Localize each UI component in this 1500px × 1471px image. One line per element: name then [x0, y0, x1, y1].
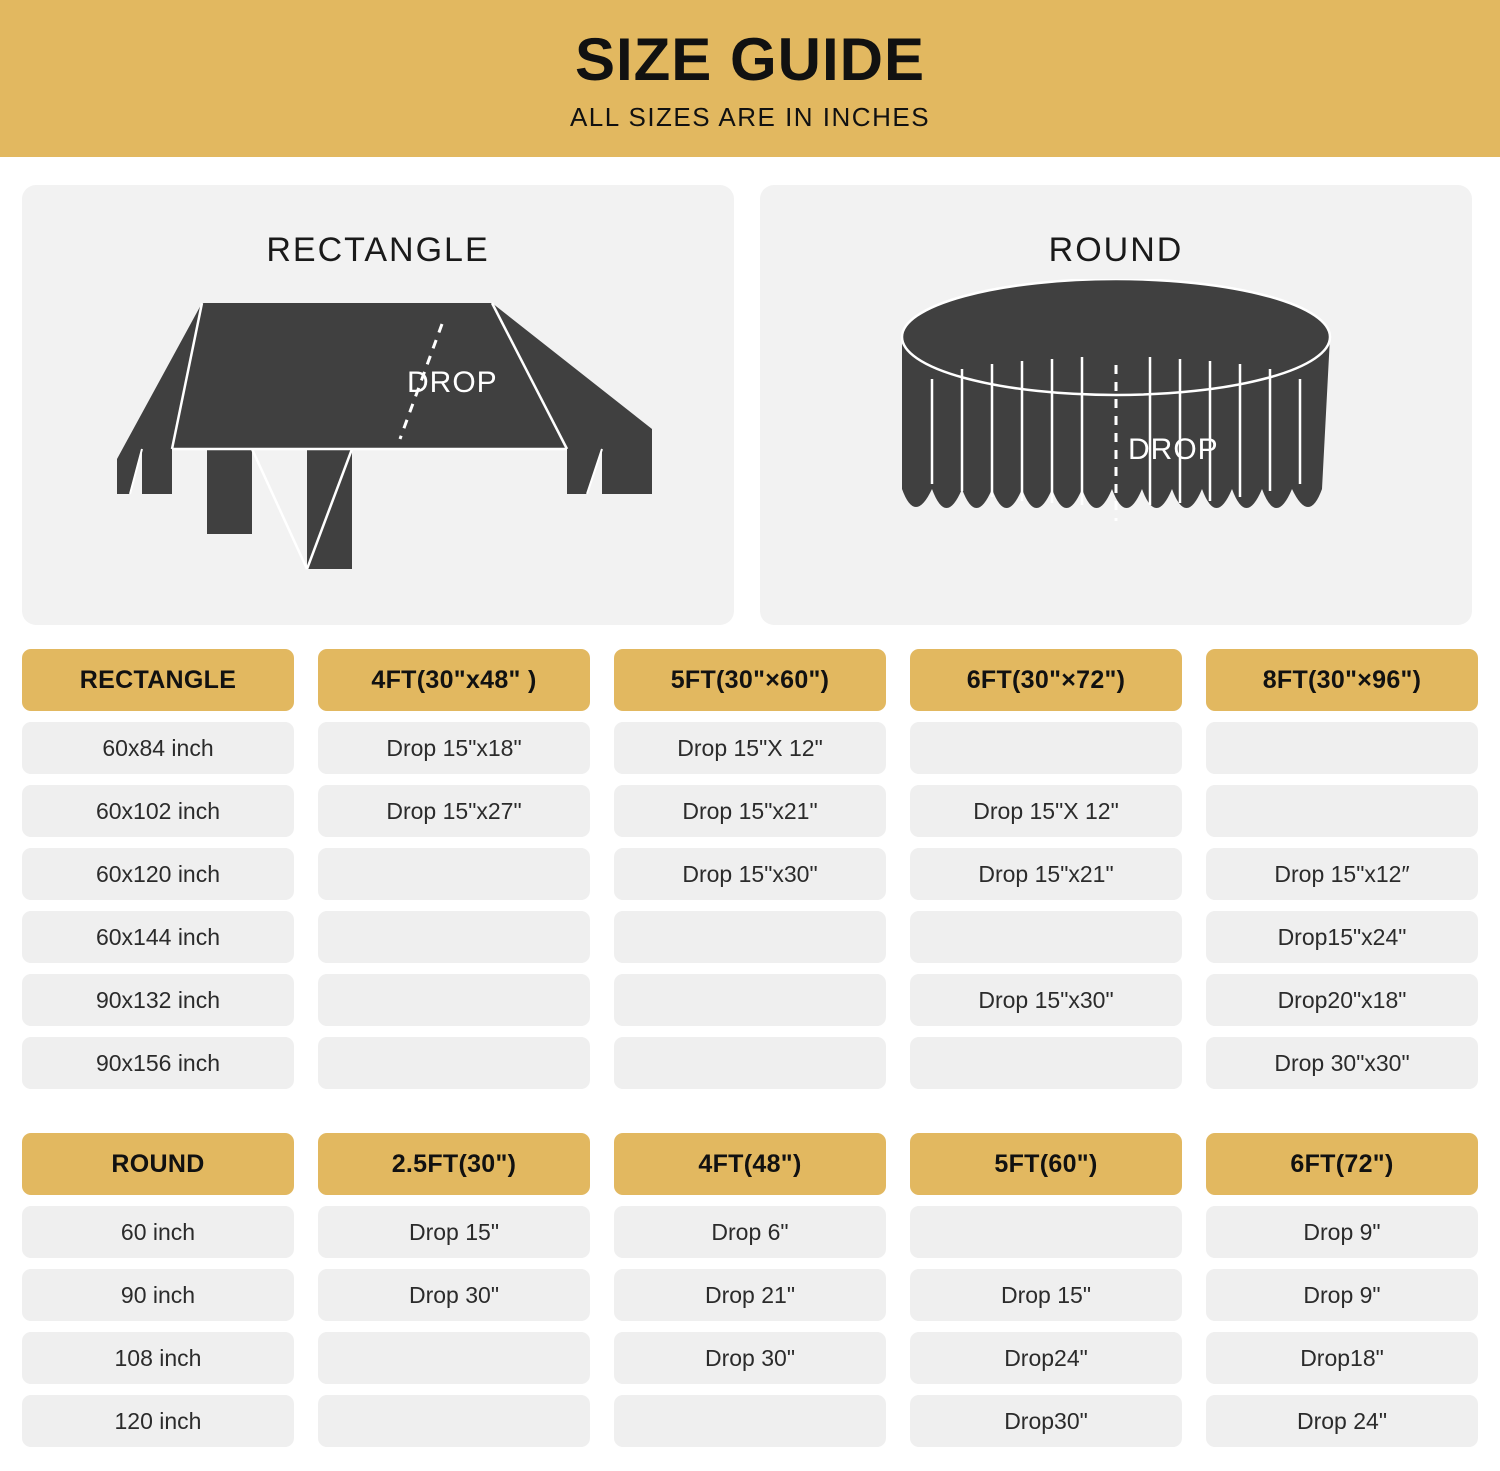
table-cell: Drop 15"x12″ [1206, 848, 1478, 900]
table-cell [318, 1395, 590, 1447]
table-cell [910, 1037, 1182, 1089]
table-cell: 60 inch [22, 1206, 294, 1258]
rectangle-tablecloth-icon [22, 279, 734, 619]
table-cell [614, 974, 886, 1026]
svg-text:DROP: DROP [1128, 433, 1219, 466]
rectangle-illustration-label: RECTANGLE [266, 231, 490, 269]
table-header-cell: 5FT(60") [910, 1133, 1182, 1195]
table-cell [614, 911, 886, 963]
table-cell [910, 1206, 1182, 1258]
table-cell: 60x102 inch [22, 785, 294, 837]
table-header-cell: 2.5FT(30") [318, 1133, 590, 1195]
table-cell: Drop 9" [1206, 1269, 1478, 1321]
rectangle-size-table [22, 649, 1478, 1089]
table-cell [910, 722, 1182, 774]
table-cell: 90x156 inch [22, 1037, 294, 1089]
round-size-table [22, 1133, 1478, 1447]
table-cell: Drop20"x18" [1206, 974, 1478, 1026]
table-header-cell: 8FT(30"×96") [1206, 649, 1478, 711]
table-cell: Drop18" [1206, 1332, 1478, 1384]
table-header-cell: 4FT(48") [614, 1133, 886, 1195]
table-cell: Drop 9" [1206, 1206, 1478, 1258]
table-cell: Drop 15" [910, 1269, 1182, 1321]
table-cell [614, 1037, 886, 1089]
table-cell: Drop 30"x30" [1206, 1037, 1478, 1089]
table-cell: 90 inch [22, 1269, 294, 1321]
table-cell: Drop15"x24" [1206, 911, 1478, 963]
svg-text:DROP: DROP [407, 366, 498, 399]
table-cell: 120 inch [22, 1395, 294, 1447]
table-header-cell: RECTANGLE [22, 649, 294, 711]
table-header-cell: ROUND [22, 1133, 294, 1195]
table-cell: 90x132 inch [22, 974, 294, 1026]
table-cell: Drop 24" [1206, 1395, 1478, 1447]
page-title: SIZE GUIDE [574, 26, 926, 93]
table-cell: 60x84 inch [22, 722, 294, 774]
round-illustration-card [760, 185, 1472, 625]
table-cell: Drop 15"x30" [910, 974, 1182, 1026]
header-banner [0, 0, 1500, 157]
size-tables [0, 625, 1500, 1447]
table-cell: Drop 15"X 12" [910, 785, 1182, 837]
table-cell [318, 1037, 590, 1089]
round-illustration-label: ROUND [1048, 231, 1184, 269]
table-cell: 60x120 inch [22, 848, 294, 900]
illustration-row [0, 157, 1500, 625]
table-cell: 108 inch [22, 1332, 294, 1384]
table-cell: Drop 15"x27" [318, 785, 590, 837]
table-cell [318, 848, 590, 900]
table-cell: Drop 6" [614, 1206, 886, 1258]
table-cell: Drop 30" [318, 1269, 590, 1321]
rectangle-illustration-card [22, 185, 734, 625]
table-cell: Drop 15"x18" [318, 722, 590, 774]
table-cell: 60x144 inch [22, 911, 294, 963]
table-cell: Drop24" [910, 1332, 1182, 1384]
table-cell [318, 974, 590, 1026]
table-cell: Drop 15"x30" [614, 848, 886, 900]
table-cell [910, 911, 1182, 963]
table-cell [318, 911, 590, 963]
table-cell [614, 1395, 886, 1447]
table-cell: Drop 30" [614, 1332, 886, 1384]
table-cell: Drop 15" [318, 1206, 590, 1258]
table-cell: Drop30" [910, 1395, 1182, 1447]
table-header-cell: 4FT(30"x48" ) [318, 649, 590, 711]
table-cell: Drop 15"X 12" [614, 722, 886, 774]
table-cell: Drop 15"x21" [910, 848, 1182, 900]
table-cell [1206, 722, 1478, 774]
table-cell [318, 1332, 590, 1384]
table-cell [1206, 785, 1478, 837]
table-header-cell: 5FT(30"×60") [614, 649, 886, 711]
table-cell: Drop 21" [614, 1269, 886, 1321]
round-tablecloth-icon [760, 279, 1472, 619]
table-cell: Drop 15"x21" [614, 785, 886, 837]
table-header-cell: 6FT(30"×72") [910, 649, 1182, 711]
table-header-cell: 6FT(72") [1206, 1133, 1478, 1195]
page-subtitle: ALL SIZES ARE IN INCHES [569, 102, 931, 132]
